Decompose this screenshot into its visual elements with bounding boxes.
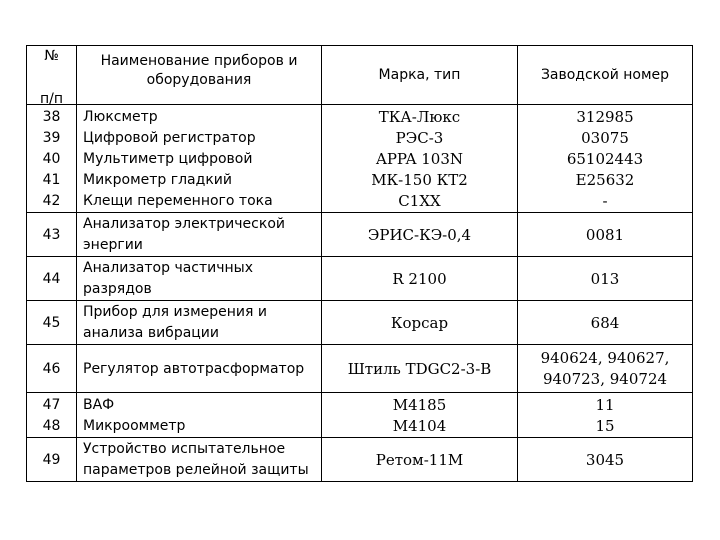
instrument-name-line: Устройство испытательное bbox=[83, 440, 286, 457]
instrument-name: Цифровой регистратор bbox=[83, 130, 256, 146]
table-row-group-38-42 bbox=[27, 105, 693, 213]
name-column-group bbox=[77, 105, 322, 213]
instrument-brand: МК-150 КТ2 bbox=[371, 171, 468, 189]
serial-column-group bbox=[518, 393, 693, 438]
instrument-brand: Ретом-11М bbox=[322, 438, 518, 482]
instrument-serial: 0081 bbox=[518, 213, 693, 257]
header-name-cell: Наименование приборов и оборудования bbox=[77, 46, 322, 105]
serial-column-group bbox=[518, 105, 693, 213]
row-number: 43 bbox=[27, 213, 77, 257]
row-number: 48 bbox=[42, 418, 61, 434]
instrument-name-line: энергии bbox=[83, 236, 143, 253]
instrument-name-cell bbox=[77, 301, 322, 345]
instrument-table bbox=[26, 45, 693, 482]
instrument-serial-line: 940723, 940724 bbox=[542, 369, 668, 388]
instrument-serial: - bbox=[602, 192, 608, 210]
header-number-abbr: п/п bbox=[39, 91, 64, 107]
table-row-group-47-48 bbox=[27, 393, 693, 438]
instrument-serial: Е25632 bbox=[575, 171, 635, 189]
row-number: 49 bbox=[27, 438, 77, 482]
instrument-serial-line: 940624, 940627, bbox=[540, 348, 670, 367]
brand-column-group bbox=[322, 105, 518, 213]
row-number: 40 bbox=[42, 151, 61, 167]
header-serial-cell: Заводской номер bbox=[518, 46, 693, 105]
row-number: 42 bbox=[42, 193, 61, 209]
header-brand-cell: Марка, тип bbox=[322, 46, 518, 105]
row-number: 45 bbox=[27, 301, 77, 345]
instrument-name-line: параметров релейной защиты bbox=[83, 461, 309, 478]
instrument-name-line: Анализатор электрической bbox=[83, 215, 285, 232]
row-number: 39 bbox=[42, 130, 61, 146]
brand-column-group bbox=[322, 393, 518, 438]
instrument-serial: 013 bbox=[518, 257, 693, 301]
instrument-name-line: Анализатор частичных bbox=[83, 259, 254, 276]
instrument-serial: 11 bbox=[595, 396, 615, 414]
instrument-name-line: Прибор для измерения и bbox=[83, 303, 267, 320]
header-row bbox=[27, 46, 693, 105]
instrument-serial: 3045 bbox=[518, 438, 693, 482]
row-number: 47 bbox=[42, 397, 61, 413]
row-number: 46 bbox=[27, 345, 77, 393]
instrument-brand: М4185 bbox=[392, 396, 447, 414]
table-row-43 bbox=[27, 213, 693, 257]
instrument-name: Клещи переменного тока bbox=[83, 193, 273, 209]
instrument-name-cell bbox=[77, 213, 322, 257]
instrument-name: ВАФ bbox=[83, 397, 115, 413]
instrument-brand: APPA 103N bbox=[376, 150, 463, 168]
row-number: 41 bbox=[42, 172, 61, 188]
header-number-symbol: № bbox=[44, 48, 59, 64]
row-number: 38 bbox=[42, 109, 61, 125]
table-row-45 bbox=[27, 301, 693, 345]
table-row-44 bbox=[27, 257, 693, 301]
instrument-name: Микроомметр bbox=[83, 418, 186, 434]
instrument-name: Микрометр гладкий bbox=[83, 172, 232, 188]
table-row-46 bbox=[27, 345, 693, 393]
instrument-serial: 65102443 bbox=[566, 150, 644, 168]
number-column-group bbox=[27, 105, 77, 213]
instrument-brand: C1XX bbox=[398, 192, 441, 210]
instrument-serial: 312985 bbox=[576, 108, 634, 126]
name-column-group bbox=[77, 393, 322, 438]
instrument-serial: 03075 bbox=[581, 129, 629, 147]
instrument-name-line: разрядов bbox=[83, 280, 152, 297]
instrument-brand: R 2100 bbox=[322, 257, 518, 301]
instrument-serial-cell bbox=[518, 345, 693, 393]
row-number: 44 bbox=[27, 257, 77, 301]
instrument-name: Люксметр bbox=[83, 109, 158, 125]
number-column-group bbox=[27, 393, 77, 438]
instrument-brand: ТКА-Люкс bbox=[378, 108, 461, 126]
instrument-brand: ЭРИС-КЭ-0,4 bbox=[322, 213, 518, 257]
instrument-name-cell bbox=[77, 257, 322, 301]
instrument-name-line: анализа вибрации bbox=[83, 324, 220, 341]
instrument-name: Мультиметр цифровой bbox=[83, 151, 253, 167]
instrument-serial: 684 bbox=[518, 301, 693, 345]
table-row-49 bbox=[27, 438, 693, 482]
instrument-name: Регулятор автотрасформатор bbox=[77, 345, 322, 393]
instrument-name-cell bbox=[77, 438, 322, 482]
instrument-brand: РЭС-3 bbox=[395, 129, 444, 147]
instrument-serial: 15 bbox=[595, 417, 615, 435]
instrument-brand: М4104 bbox=[392, 417, 447, 435]
header-number-cell bbox=[27, 46, 77, 105]
instrument-brand: Корсар bbox=[322, 301, 518, 345]
instrument-brand: Штиль TDGC2-3-B bbox=[322, 345, 518, 393]
